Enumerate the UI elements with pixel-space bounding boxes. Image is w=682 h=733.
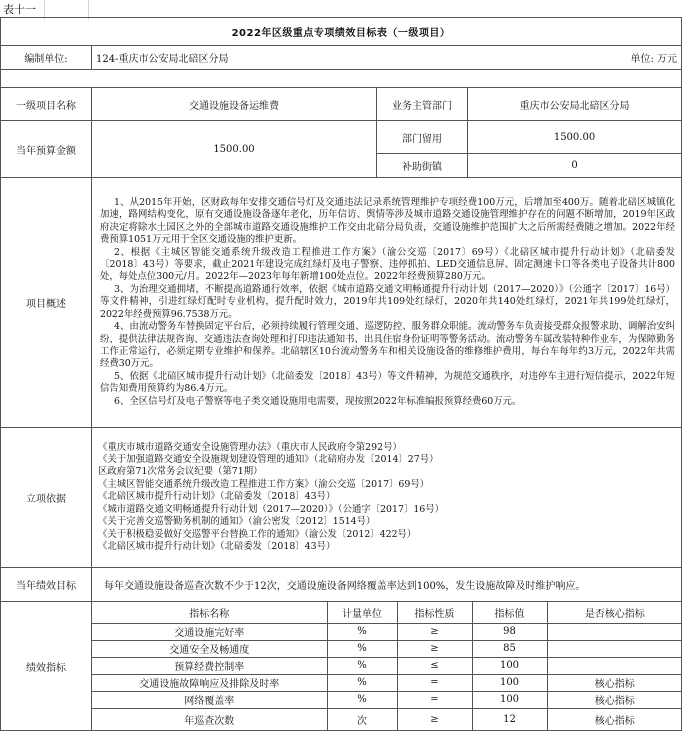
indicator-name: 网络覆盖率 — [92, 691, 327, 708]
basis-line: 区政府第71次常务会议纪要（第71期） — [98, 466, 263, 478]
goal-label: 当年绩效目标 — [1, 568, 92, 602]
indicator-nature: ≤ — [397, 657, 472, 674]
indicator-header-unit: 计量单位 — [327, 602, 397, 623]
table-row — [92, 623, 682, 640]
basis-line: 《关于积极稳妥做好交巡警平台替换工作的通知》（渝公发〔2012〕422号） — [98, 528, 417, 540]
currency-label: 单位: 万元 — [468, 46, 682, 70]
indicator-header-nature: 指标性质 — [397, 602, 472, 623]
indicator-header-core: 是否核心指标 — [547, 602, 682, 623]
indicators-table — [92, 602, 682, 730]
indicator-name: 交通安全及畅通度 — [92, 640, 327, 657]
subsidy-label: 补助街镇 — [377, 154, 468, 178]
table-row — [92, 657, 682, 674]
dept-value: 重庆市公安局北碚区分局 — [468, 88, 682, 121]
performance-target-table — [0, 17, 682, 731]
project-overview — [92, 178, 682, 428]
indicator-core: 核心指标 — [547, 674, 682, 691]
basis-line: 《北碚区城市提升行动计划》（北碚委发〔2018〕43号） — [98, 540, 336, 552]
indicator-value: 85 — [472, 640, 547, 657]
subsidy-value: 0 — [468, 154, 682, 178]
basis-label: 立项依据 — [1, 428, 92, 568]
spacer-row — [1, 70, 682, 88]
unit-value: 124-重庆市公安局北碚区分局 — [92, 46, 468, 70]
indicator-header-name: 指标名称 — [92, 602, 327, 623]
overview-paragraph: 5、依据《北碚区城市提升行动计划》（北碚委发〔2018〕43号）等文件精神，为规范交通秩序，对违停车主进行短信提示，2022年短信告知费用预算约为86.4万元。 — [100, 370, 676, 395]
indicator-core — [547, 623, 682, 640]
indicators-label: 绩效指标 — [1, 602, 92, 731]
basis-line: 《北碚区城市提升行动计划》（北碚委发〔2018〕43号） — [98, 491, 336, 503]
retain-label: 部门留用 — [377, 121, 468, 154]
indicator-name: 交通设施完好率 — [92, 623, 327, 640]
indicator-core — [547, 640, 682, 657]
indicator-name: 年巡查次数 — [184, 715, 235, 727]
budget-value: 1500.00 — [92, 121, 377, 178]
budget-label: 当年预算金额 — [1, 121, 92, 178]
table-row — [92, 640, 682, 657]
retain-value: 1500.00 — [468, 121, 682, 154]
indicator-value: 98 — [472, 623, 547, 640]
indicator-nature: = — [397, 674, 472, 691]
basis-line: 《关于完善交巡警勤务机制的通知》（渝公密发〔2012〕1514号） — [98, 516, 376, 528]
overview-label: 项目概述 — [1, 178, 92, 428]
indicator-header-value: 指标值 — [472, 602, 547, 623]
indicator-name: 预算经费控制率 — [92, 657, 327, 674]
unit-label: 编制单位: — [1, 46, 92, 70]
indicator-nature: ≥ — [397, 640, 472, 657]
overview-paragraph: 6、全区信号灯及电子警察等电子类交通设施用电需要，现按照2022年标准编报预算经费60万元。 — [114, 395, 522, 407]
indicator-unit: % — [327, 657, 397, 674]
project-name-value: 交通设施设备运维费 — [92, 88, 377, 121]
indicator-core — [547, 657, 682, 674]
project-name-label: 一级项目名称 — [1, 88, 92, 121]
indicator-unit: % — [327, 640, 397, 657]
indicator-value: 12 — [472, 708, 547, 730]
indicators-cell — [92, 602, 682, 731]
indicator-name: 交通设施故障响应及排除及时率 — [92, 674, 327, 691]
overview-paragraph: 1、从2015年开始，区财政每年安排交通信号灯及交通违法记录系统管理维护专项经费100万元，后增加至400万。随着北碚区城镇化加速，路网结构变化，原有交通设施设备逐年老化，历年信访、舆情等涉及城市道路交通设施管理维护存在的问题不断增加，2019年区政府决定将除水土园区之外的全部城市道路交通设施维护工作交由北碚分局负责，交通设施维护范围扩大之后所需经费随之增加。2022年经费预算1051万元用于全区交通设施的维护更新。 — [100, 197, 676, 246]
indicator-nature: ≥ — [397, 623, 472, 640]
basis-line: 《关于加强道路交通安全设施规划建设管理的通知》（北碚府办发〔2014〕27号） — [98, 454, 439, 466]
indicator-value: 100 — [472, 657, 547, 674]
indicator-unit: % — [327, 674, 397, 691]
table-row — [92, 674, 682, 691]
indicator-core: 核心指标 — [547, 708, 682, 730]
indicator-nature: ≥ — [397, 708, 472, 730]
basis-line: 《城市道路交通文明畅通提升行动计划（2017—2020）》（公通字〔2017〕16号） — [98, 503, 444, 515]
goal-value: 每年交通设施设备巡查次数不少于12次，交通设施设备网络覆盖率达到100%，发生设施故障及时维护响应。 — [92, 568, 682, 602]
overview-paragraph: 4、由流动警务车替换固定平台后，必须持续履行管理交通、巡逻防控、服务群众职能。流动警务车负责接受群众报警求助、调解治安纠纷、提供法律法规咨询、交通违法查询处理和打印违法通知书、出具住宿身份证明等警务活动。流动警务车属改装特种作业车，为保障勤务工作正常运行，必须定期专业维护和保养。北碚辖区10台流动警务车和相关设施设备的维修维护费用，每台车每年约3万元，2022年共需经费30万元。 — [100, 321, 676, 370]
indicator-unit: % — [327, 691, 397, 708]
sheet-label: 表十一 — [3, 3, 36, 16]
basis-line: 《重庆市城市道路交通安全设施管理办法》（重庆市人民政府令第292号） — [98, 441, 402, 453]
indicator-value: 100 — [472, 691, 547, 708]
overview-paragraph: 3、为治理交通拥堵，不断提高道路通行效率，依据《城市道路交通文明畅通提升行动计划（2017—2020）》（公通字〔2017〕16号）等文件精神，引进红绿灯配时专业机构，提升配时效力，2019年共109处红绿灯，2020年共140处红绿灯，2021年共199处红绿灯，2022年经费预算96.7538万元。 — [100, 283, 676, 320]
indicator-nature: = — [397, 691, 472, 708]
dept-label: 业务主管部门 — [377, 88, 468, 121]
page-title: 2022年区级重点专项绩效目标表（一级项目） — [1, 18, 682, 46]
table-row — [92, 691, 682, 708]
indicator-value: 100 — [472, 674, 547, 691]
basis-line: 《主城区智能交通系统升级改造工程推进工作方案》（渝公交巡〔2017〕69号） — [98, 478, 430, 490]
indicator-core: 核心指标 — [547, 691, 682, 708]
overview-paragraph: 2、根据《主城区智能交通系统升级改造工程推进工作方案》（渝公交巡〔2017〕69号）《北碚区城市提升行动计划》（北碚委发〔2018〕43号）等要求，截止2021年建设完成红绿灯及电子警察、违停抓拍、LED交通信息屏、固定测速卡口等各类电子设备共计800处，每处点位300元/月。2022年—2023年每年新增100处点位。2022年经费预算280万元。 — [100, 246, 676, 283]
table-row — [92, 708, 682, 730]
indicator-unit: 次 — [327, 708, 397, 730]
project-basis — [92, 428, 682, 568]
indicator-unit: % — [327, 623, 397, 640]
